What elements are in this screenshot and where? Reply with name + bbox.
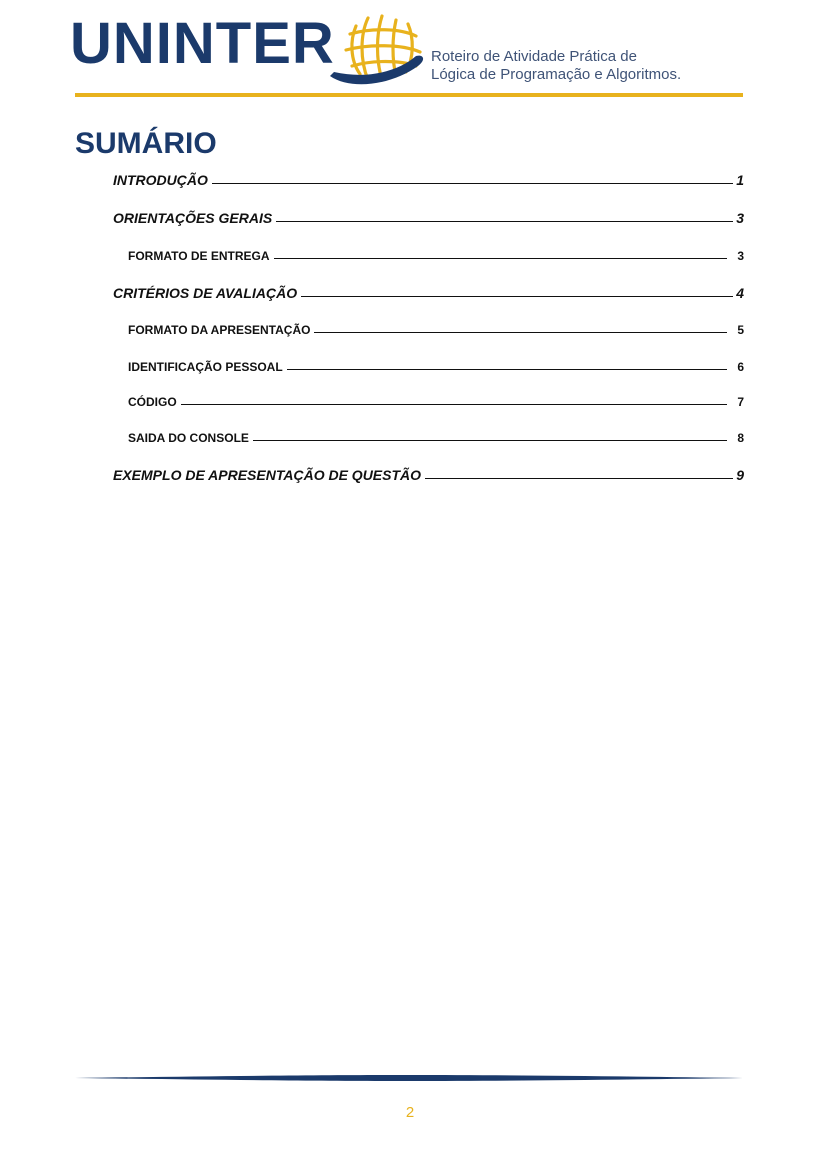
toc-entry-label: CÓDIGO: [128, 395, 177, 409]
document-header-title: [431, 48, 681, 84]
toc-leader-line: [181, 404, 728, 405]
toc-entry-page: 3: [737, 249, 744, 263]
toc-leader-line: [287, 369, 728, 370]
toc-leader-line: [276, 221, 733, 222]
doc-title-line-2: Lógica de Programação e Algoritmos.: [431, 66, 682, 83]
toc-entry-page: 9: [736, 467, 744, 483]
footer-divider: [75, 1075, 743, 1081]
toc-entry-page: 8: [737, 431, 744, 445]
toc-entry-label: FORMATO DE ENTREGA: [128, 249, 270, 263]
toc-leader-line: [253, 440, 727, 441]
logo-wordmark: UNINTER: [70, 11, 335, 76]
toc-entry-page: 4: [736, 285, 744, 301]
toc-leader-line: [274, 258, 728, 259]
toc-entry-criterios-de-avaliacao[interactable]: [113, 285, 744, 301]
toc-entry-orientacoes-gerais[interactable]: [113, 210, 744, 226]
toc-entry-label: ORIENTAÇÕES GERAIS: [113, 210, 273, 226]
toc-entry-page: 5: [737, 323, 744, 337]
toc-entry-label: EXEMPLO DE APRESENTAÇÃO DE QUESTÃO: [113, 467, 422, 483]
toc-entry-codigo[interactable]: [128, 395, 744, 409]
toc-entry-identificacao-pessoal[interactable]: [128, 360, 744, 374]
toc-entry-label: INTRODUÇÃO: [113, 172, 208, 188]
toc-entry-label: SAIDA DO CONSOLE: [128, 431, 249, 445]
toc-title: SUMÁRIO: [75, 127, 217, 160]
toc-entry-formato-da-apresentacao[interactable]: [128, 323, 744, 337]
toc-entry-label: IDENTIFICAÇÃO PESSOAL: [128, 360, 283, 374]
toc-entry-page: 3: [736, 210, 744, 226]
toc-entry-label: CRITÉRIOS DE AVALIAÇÃO: [113, 285, 298, 301]
page-number: 2: [405, 1104, 415, 1121]
uninter-logo: [70, 10, 430, 90]
toc-leader-line: [425, 478, 733, 479]
toc-entry-label: FORMATO DA APRESENTAÇÃO: [128, 323, 311, 337]
toc-entry-page: 1: [736, 172, 744, 188]
toc-entry-saida-do-console[interactable]: [128, 431, 744, 445]
toc-entry-page: 6: [737, 360, 744, 374]
toc-leader-line: [314, 332, 727, 333]
header-divider: [75, 93, 743, 97]
toc-entry-introducao[interactable]: [113, 172, 744, 188]
globe-logo-icon: [320, 10, 430, 90]
toc-entry-exemplo-de-apresentacao[interactable]: [113, 467, 744, 483]
toc-entry-page: 7: [737, 395, 744, 409]
toc-leader-line: [301, 296, 733, 297]
toc-leader-line: [212, 183, 733, 184]
toc-entry-formato-de-entrega[interactable]: [128, 249, 744, 263]
doc-title-line-1: Roteiro de Atividade Prática de: [431, 48, 637, 65]
